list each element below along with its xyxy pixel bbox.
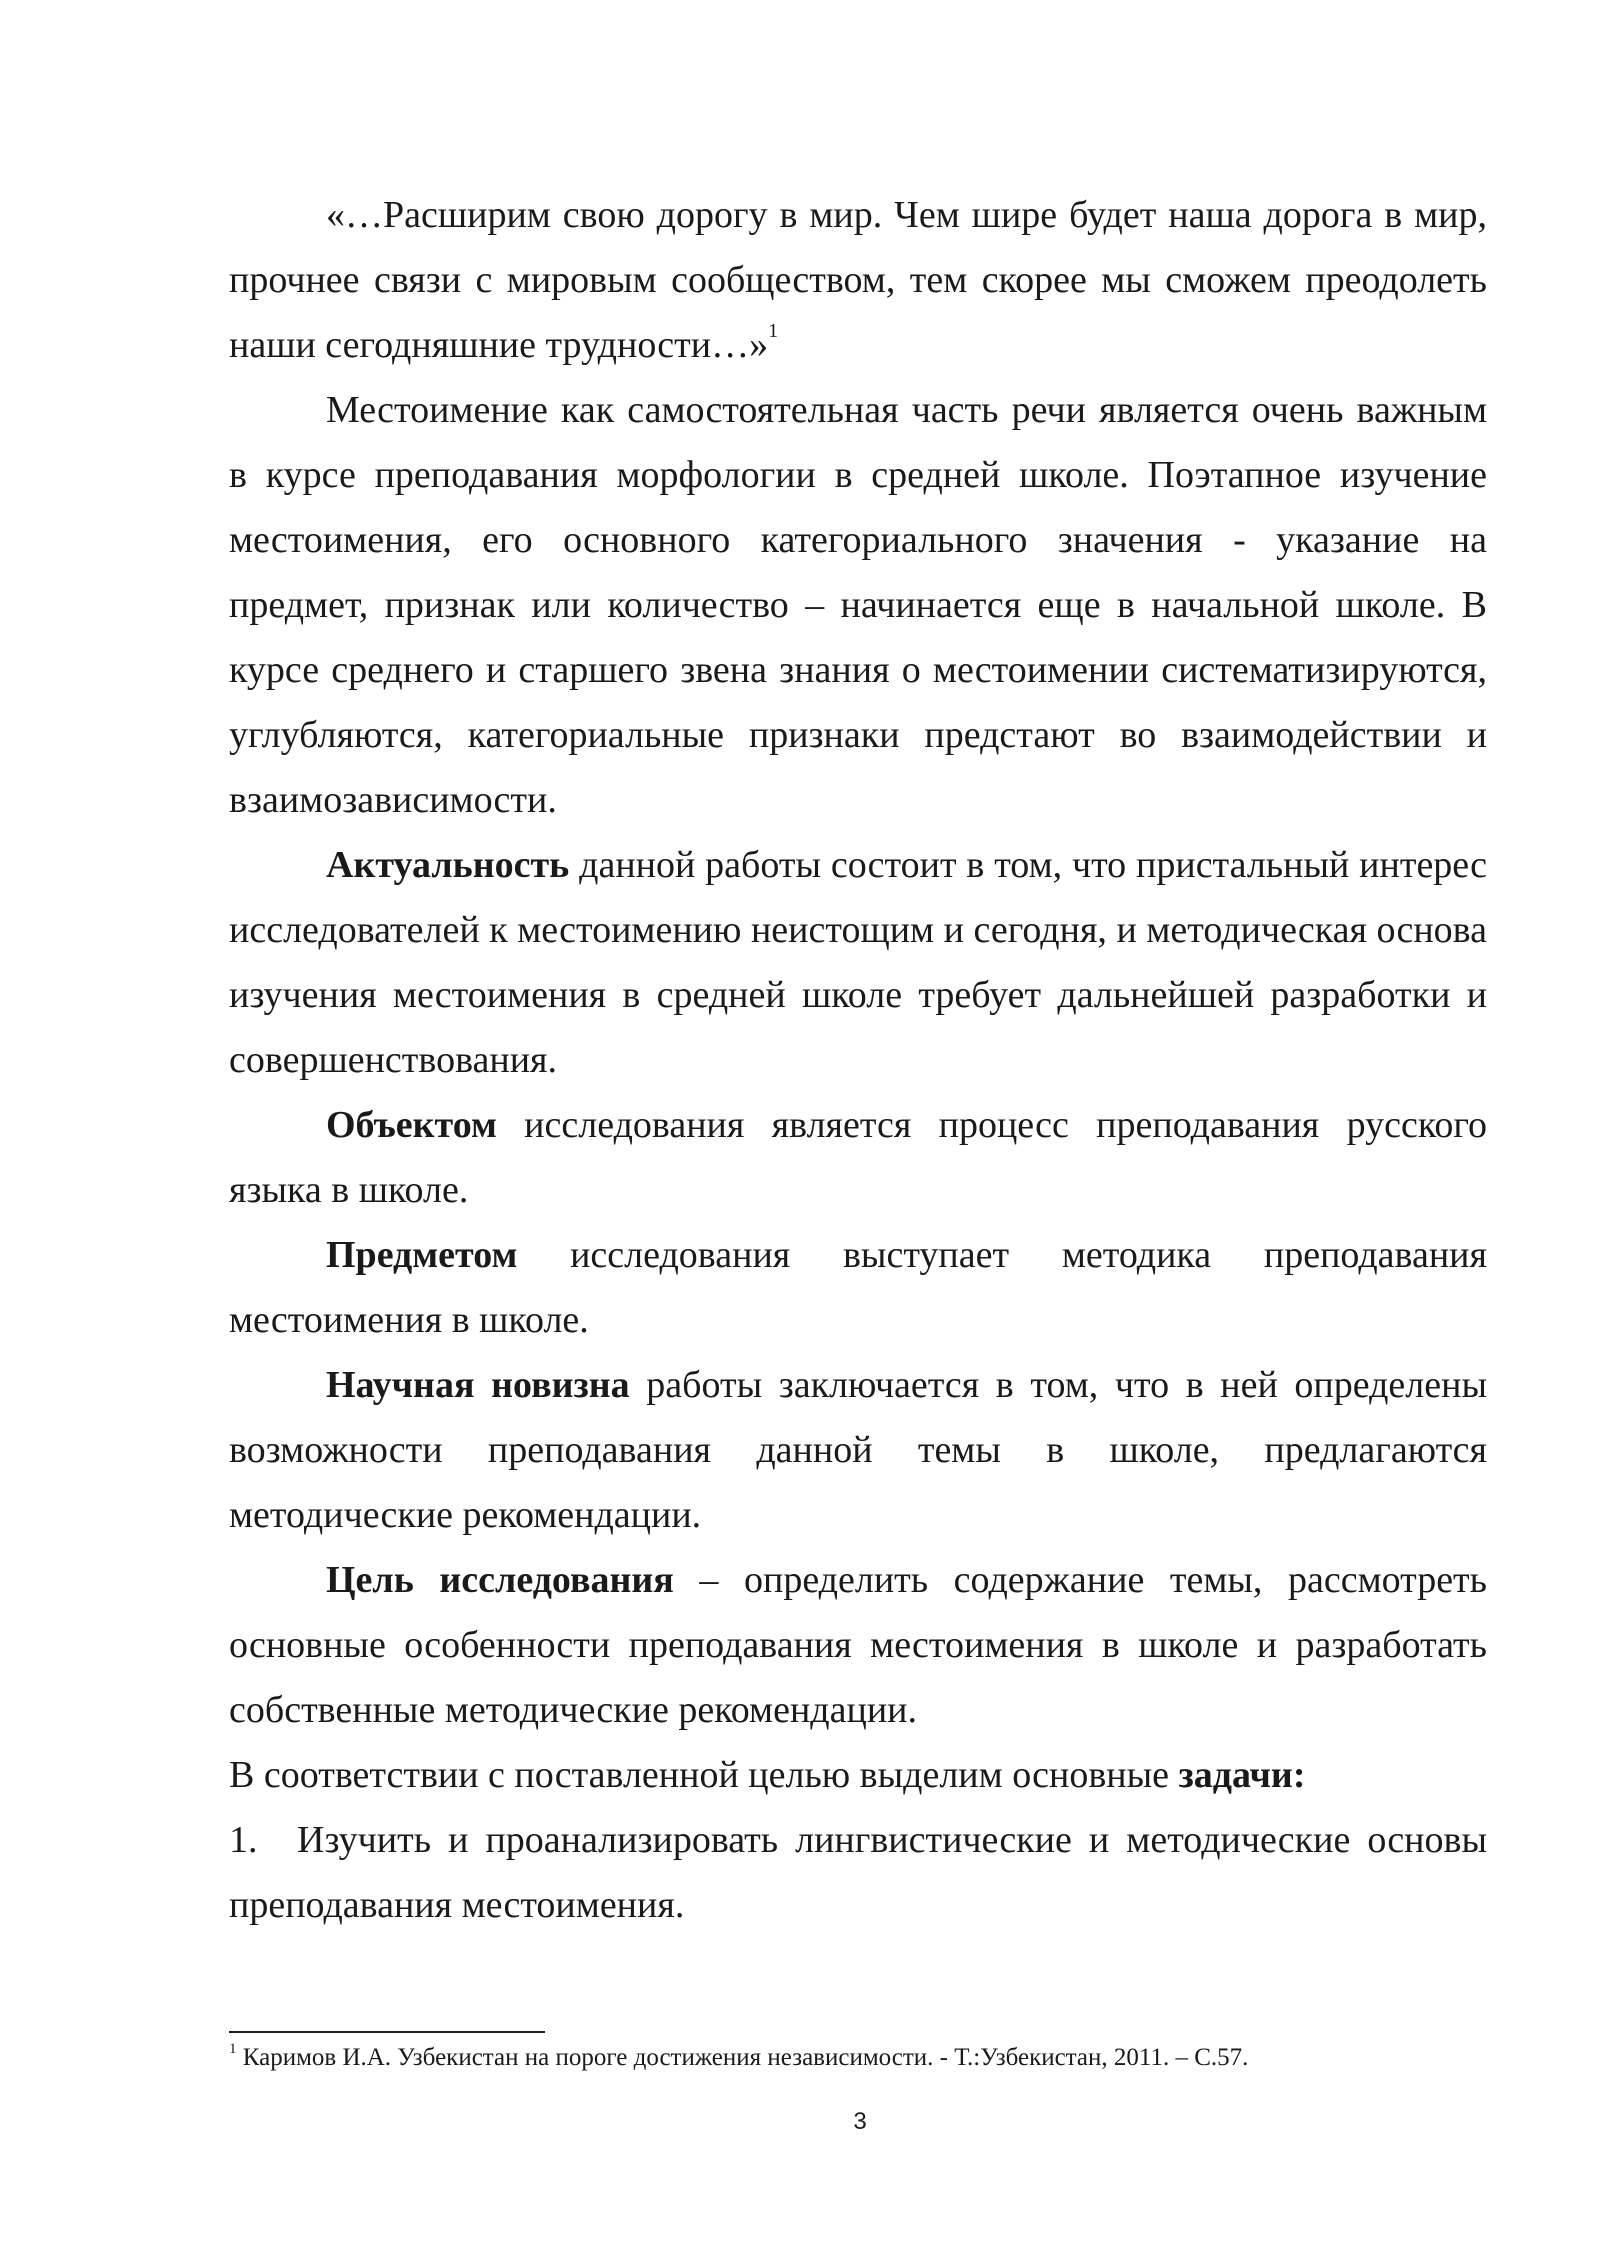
goal-paragraph xyxy=(229,1548,1487,1743)
subject-text: исследования выступает методика преподавания местоимения в школе. xyxy=(229,1234,1487,1341)
object-text: исследования является процесс преподавания русского языка в школе. xyxy=(229,1104,1487,1211)
footnote-reference[interactable]: 1 xyxy=(768,320,779,342)
footnote-number: 1 xyxy=(229,2041,237,2057)
object-paragraph xyxy=(229,1093,1487,1223)
tasks-intro-text: В соответствии с поставленной целью выделим основные xyxy=(229,1754,1179,1796)
novelty-paragraph xyxy=(229,1353,1487,1548)
task-text: Изучить и проанализировать лингвистические и методические основы преподавания местоимения. xyxy=(229,1819,1487,1926)
tasks-intro-paragraph xyxy=(229,1743,1487,1808)
object-label: Объектом xyxy=(326,1104,497,1146)
tasks-label: задачи: xyxy=(1178,1754,1306,1796)
page-number: 3 xyxy=(853,2108,867,2135)
task-list-item xyxy=(229,1808,1487,1938)
footnote-text: Каримов И.А. Узбекистан на пороге достижения независимости. - Т.:Узбекистан, 2011. – С.57. xyxy=(236,2044,1249,2071)
footnote-separator xyxy=(229,2031,545,2033)
novelty-text: работы заключается в том, что в ней определены возможности преподавания данной темы в школе, предлагаются методические рекомендации. xyxy=(229,1364,1487,1536)
novelty-label: Научная новизна xyxy=(326,1364,630,1406)
quote-text: «…Расширим свою дорогу в мир. Чем шире будет наша дорога в мир, прочнее связи с мировым сообществом, тем скорее мы сможем преодолеть наши сегодняшние трудности…» xyxy=(229,194,1487,366)
quote-paragraph xyxy=(229,183,1487,378)
relevance-paragraph xyxy=(229,833,1487,1093)
footnote xyxy=(229,2040,1248,2076)
goal-text: – определить содержание темы, рассмотреть основные особенности преподавания местоимения в школе и разработать собственные методические рекомендации. xyxy=(229,1559,1487,1731)
subject-label: Предметом xyxy=(326,1234,518,1276)
relevance-label: Актуальность xyxy=(326,844,570,886)
relevance-text: данной работы состоит в том, что пристальный интерес исследователей к местоимению неистощим и сегодня, и методическая основа изучения местоимения в средней школе требует дальнейшей разработки и совершенствования. xyxy=(229,844,1487,1081)
document-body xyxy=(229,183,1487,1938)
pronoun-paragraph: Местоимение как самостоятельная часть речи является очень важным в курсе преподавания морфологии в средней школе. Поэтапное изучение местоимения, его основного категориального значения - указание на предмет, признак или количество – начинается еще в начальной школе. В курсе среднего и старшего звена знания о местоимении систематизируются, углубляются, категориальные признаки предстают во взаимодействии и взаимозависимости. xyxy=(229,389,1487,821)
goal-label: Цель исследования xyxy=(326,1559,674,1601)
task-number: 1. xyxy=(229,1819,258,1861)
subject-paragraph xyxy=(229,1223,1487,1353)
